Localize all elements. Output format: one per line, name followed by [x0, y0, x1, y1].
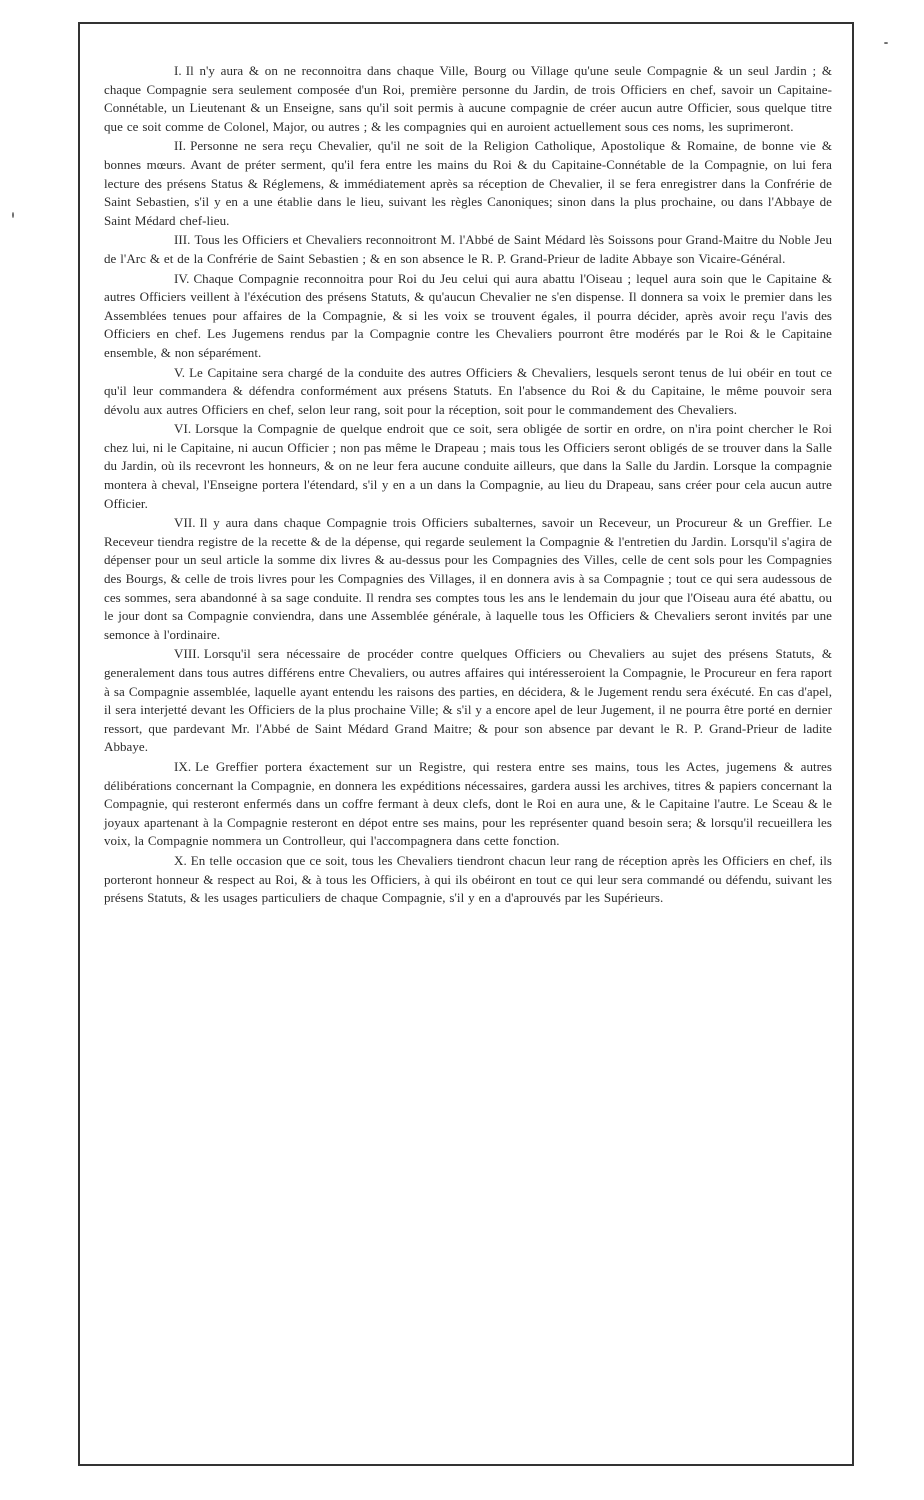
article-number: III. — [174, 232, 191, 248]
article-3 — [104, 231, 832, 268]
article-7 — [104, 514, 832, 644]
article-number: V. — [174, 364, 186, 380]
article-text: Le Greffier portera éxactement sur un Registre, qui restera entre ses mains, tous les Actes, jugemens & autres délibérations concernant la Compagnie, en donnera les expéditions nécessaires, gardera aussi les archives, titres & papiers concernant la Compagnie, qui resteront enfermés dans un coffre fermant à deux clefs, dont le Roi en aura une, & le Capitaine l'autre. Le Sceau & le joyaux apartenant à la Compagnie resteront en dépot entre ses mains, pour les représenter quand besoin sera; & lorsqu'il recueillera les voix, la Compagnie nommera un Controlleur, qui l'accompagnera dans cette fonction. — [104, 758, 832, 849]
article-5 — [104, 364, 832, 420]
article-6 — [104, 420, 832, 513]
scan-speck — [884, 42, 888, 44]
article-9 — [104, 758, 832, 851]
article-number: IX. — [174, 758, 192, 774]
article-text: Chaque Compagnie reconnoitra pour Roi du Jeu celui qui aura abattu l'Oiseau ; lequel aura soin que le Capitaine & autres Officiers veillent à l'éxécution des présens Statuts, & qu'aucun Chevalier ne s'en dispense. Il donnera sa voix le premier dans les Assemblées tenues pour affaires de la Compagnie, & si les voix se trouvent égales, il pourra décider, après avoir reçu l'avis des Officiers en chef. Les Jugemens rendus par la Compagnie contre les Chevaliers pourront être modérés par le Roi & le Capitaine ensemble, & non séparément. — [104, 270, 832, 360]
statutes-text — [104, 62, 832, 909]
article-text: Il y aura dans chaque Compagnie trois Officiers subalternes, savoir un Receveur, un Procureur & un Greffier. Le Receveur tiendra registre de la recette & de la dépense, qui regarde seulement la Compagnie & l'entretien du Jardin. Lorsqu'il s'agira de dépenser pour un seul article la somme dix livres & au-dessus pour les Compagnies des Villes, celle de cent sols pour les Compagnies des Bourgs, & celle de trois livres pour les Compagnies des Villages, il en donnera avis à sa Compagnie ; tout ce qui sera audessous de ces sommes, sera abandonné à sa sage conduite. Il rendra ses comptes tous les ans le lendemain du jour que l'Oiseau aura été abattu, ou le jour dont sa Compagnie conviendra, dans une Assemblée générale, à laquelle tous les Officiers & Chevaliers seront invités par une semonce à l'ordinaire. — [104, 515, 832, 642]
article-number: VII. — [174, 515, 196, 531]
article-2 — [104, 137, 832, 230]
article-text: Personne ne sera reçu Chevalier, qu'il ne soit de la Religion Catholique, Apostolique & Romaine, de bonne vie & bonnes mœurs. Avant de préter serment, qu'il fera entre les mains du Roi & du Capitaine-Connétable de la Compagnie, on lui fera lecture des présens Status & Réglemens, & immédiatement après sa réception de Chevalier, il se fera enregistrer dans la Confrérie de Saint Sebastien, s'il y en a une établie dans le lieu, suivant les règles Canoniques; sinon dans la plus prochaine, ou dans l'Abbaye de Saint Médard chef-lieu. — [104, 138, 832, 228]
article-number: I. — [174, 63, 182, 78]
article-text: Le Capitaine sera chargé de la conduite des autres Officiers & Chevaliers, lesquels seront tenus de lui obéir en tout ce qu'il leur commandera & défendra conformément aux présens Statuts. En l'absence du Roi & du Capitaine, le même pouvoir sera dévolu aux autres Officiers en chef, selon leur rang, soit pour la réception, soit pour le commandement des Chevaliers. — [104, 364, 832, 417]
article-text: En telle occasion que ce soit, tous les Chevaliers tiendront chacun leur rang de réception après les Officiers en chef, ils porteront honneur & respect au Roi, & à tous les Officiers, à qui ils obéiront en tout ce qui leur sera commandé ou défendu, suivant les présens Statuts, & les usages particuliers de chaque Compagnie, s'il y en a d'aprouvés par les Supérieurs. — [104, 852, 832, 906]
article-text: Il n'y aura & on ne reconnoitra dans chaque Ville, Bourg ou Village qu'une seule Compagnie & un seul Jardin ; & chaque Compagnie sera seulement composée d'un Roi, première personne du Jardin, de trois Officiers en chef, savoir un Capitaine-Connétable, un Lieutenant & un Enseigne, sans qu'il soit permis à aucune compagnie de créer aucun autre Officier, sous quelque titre que ce soit comme de Colonel, Major, ou autres ; & les compagnies qui en auroient actuellement sous ces noms, les suprimeront. — [104, 63, 832, 134]
article-1 — [104, 62, 832, 136]
article-text: Lorsque la Compagnie de quelque endroit que ce soit, sera obligée de sortir en ordre, on n'ira point chercher le Roi chez lui, ni le Capitaine, ni aucun Officier ; non pas même le Drapeau ; mais tous les Officiers seront obligés de se trouver dans la Salle du Jardin, où ils recevront les honneurs, & on ne leur fera aucune conduite ailleurs, que dans la Salle du Jardin. Lorsque la compagnie montera à cheval, l'Enseigne portera l'étendard, s'il y en a un dans la Compagnie, au lieu du Drapeau, sans créer pour cela aucun autre Officier. — [104, 421, 832, 511]
article-number: II. — [174, 138, 187, 154]
article-number: VIII. — [174, 646, 200, 662]
article-text: Tous les Officiers et Chevaliers reconnoitront M. l'Abbé de Saint Médard lès Soissons pour Grand-Maitre du Noble Jeu de l'Arc & et de la Confrérie de Saint Sebastien ; & en son absence le R. P. Grand-Prieur de ladite Abbaye son Vicaire-Général. — [104, 232, 832, 266]
article-text: Lorsqu'il sera nécessaire de procéder contre quelques Officiers ou Chevaliers au sujet des présens Statuts, & generalement dans tous autres différens entre Chevaliers, ou autres affaires qui intéresseroient la Compagnie, le Procureur en fera raport à sa Compagnie assemblée, laquelle ayant entendu les raisons des parties, en décidera, & le Jugement rendu sera éxécuté. En cas d'apel, il sera interjetté devant les Officiers de la plus prochaine Ville; & s'il y a encore apel de leur Jugement, il ne pourra être porté en dernier ressort, que pardevant Mr. l'Abbé de Saint Médard Grand Maitre; & pour son absence par devant le R. P. Grand-Prieur de ladite Abbaye. — [104, 646, 832, 755]
article-4 — [104, 270, 832, 363]
article-10 — [104, 852, 832, 908]
article-number: VI. — [174, 421, 192, 437]
scan-speck — [12, 212, 14, 218]
article-8 — [104, 645, 832, 757]
article-number: IV. — [174, 270, 190, 286]
article-number: X. — [174, 852, 187, 868]
